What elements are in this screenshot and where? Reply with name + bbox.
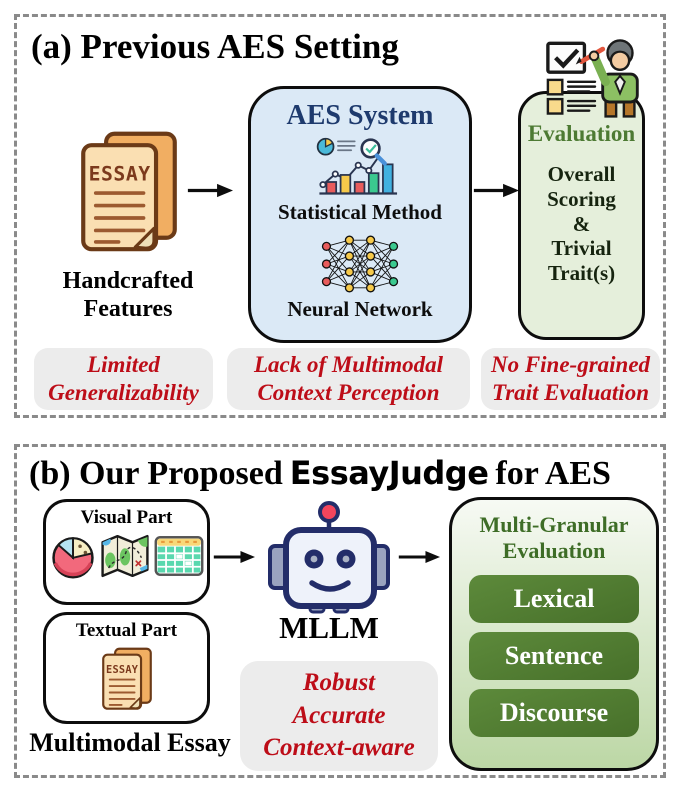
evaluation-box (518, 91, 645, 340)
eval-line-4: Trivial (551, 236, 612, 261)
caption-line: Limited (87, 351, 160, 377)
caption-line: Robust (302, 669, 376, 697)
multi-granular-evaluation-box (449, 497, 659, 771)
textual-part-box (43, 612, 210, 724)
handcrafted-features-label (33, 267, 223, 323)
essay-stack-icon (100, 647, 154, 711)
neural-network-label: Neural Network (287, 297, 433, 321)
title-suffix: for AES (495, 455, 611, 492)
eval-line-5: Trait(s) (547, 261, 616, 286)
visual-part-title: Visual Part (80, 507, 173, 528)
lexical-button: Lexical (469, 575, 639, 623)
textual-part-title: Textual Part (75, 620, 178, 641)
mg-title-line-2: Evaluation (502, 537, 606, 563)
multimodal-essay-label: Multimodal Essay (29, 728, 231, 757)
title-prefix: (b) Our Proposed (29, 455, 283, 492)
mllm-strengths-caption (240, 661, 438, 771)
discourse-button: Discourse (469, 689, 639, 737)
handcrafted-line-2: Features (83, 296, 173, 323)
caption-line: Trait Evaluation (492, 380, 649, 405)
aes-system-title: AES System (286, 100, 434, 131)
title-brand-essayjudge: EssayJudge (289, 454, 489, 492)
caption-line: Context-aware (263, 734, 415, 762)
mg-title-line-1: Multi-Granular (479, 512, 629, 537)
eval-line-2: Scoring (547, 186, 616, 211)
map-icon (100, 533, 150, 579)
caption-line: No Fine-grained (490, 351, 651, 377)
panel-previous-aes-setting (14, 14, 666, 418)
arrow-right-icon (473, 180, 519, 201)
caption-line: Lack of Multimodal (253, 351, 444, 377)
limitation-caption-trait (481, 348, 660, 410)
pie-chart-icon (50, 532, 96, 580)
mllm-label: MLLM (279, 610, 379, 645)
panel-b-title (29, 454, 611, 493)
limitation-caption-generalizability (34, 348, 213, 410)
aes-system-box (248, 86, 472, 343)
arrow-right-icon (213, 547, 255, 567)
limitation-caption-multimodal (227, 348, 470, 410)
arrow-right-icon (187, 180, 233, 201)
neural-network-icon (318, 234, 402, 294)
caption-line: Accurate (292, 701, 386, 729)
eval-line-1: Overall (547, 162, 616, 186)
eval-line-3: & (572, 211, 591, 236)
statistical-method-label: Statistical Method (278, 200, 442, 224)
statistics-icon (311, 137, 409, 197)
caption-line: Context Perception (257, 380, 440, 405)
arrow-right-icon (398, 547, 440, 567)
visual-icons-row (46, 532, 207, 580)
table-icon (154, 535, 204, 577)
robot-mllm-icon (266, 500, 392, 614)
panel-a-title: (a) Previous AES Setting (31, 27, 399, 66)
panel-essayjudge-proposal (14, 444, 666, 778)
evaluator-person-icon (545, 35, 645, 119)
multi-granular-title (452, 512, 656, 564)
essay-stack-icon (77, 129, 181, 255)
visual-part-box (43, 499, 210, 605)
mg-buttons (452, 575, 656, 737)
handcrafted-line-1: Handcrafted (62, 268, 194, 294)
evaluation-body (521, 162, 642, 286)
caption-line: Generalizability (48, 380, 199, 405)
sentence-button: Sentence (469, 632, 639, 680)
evaluation-title: Evaluation (527, 121, 636, 146)
